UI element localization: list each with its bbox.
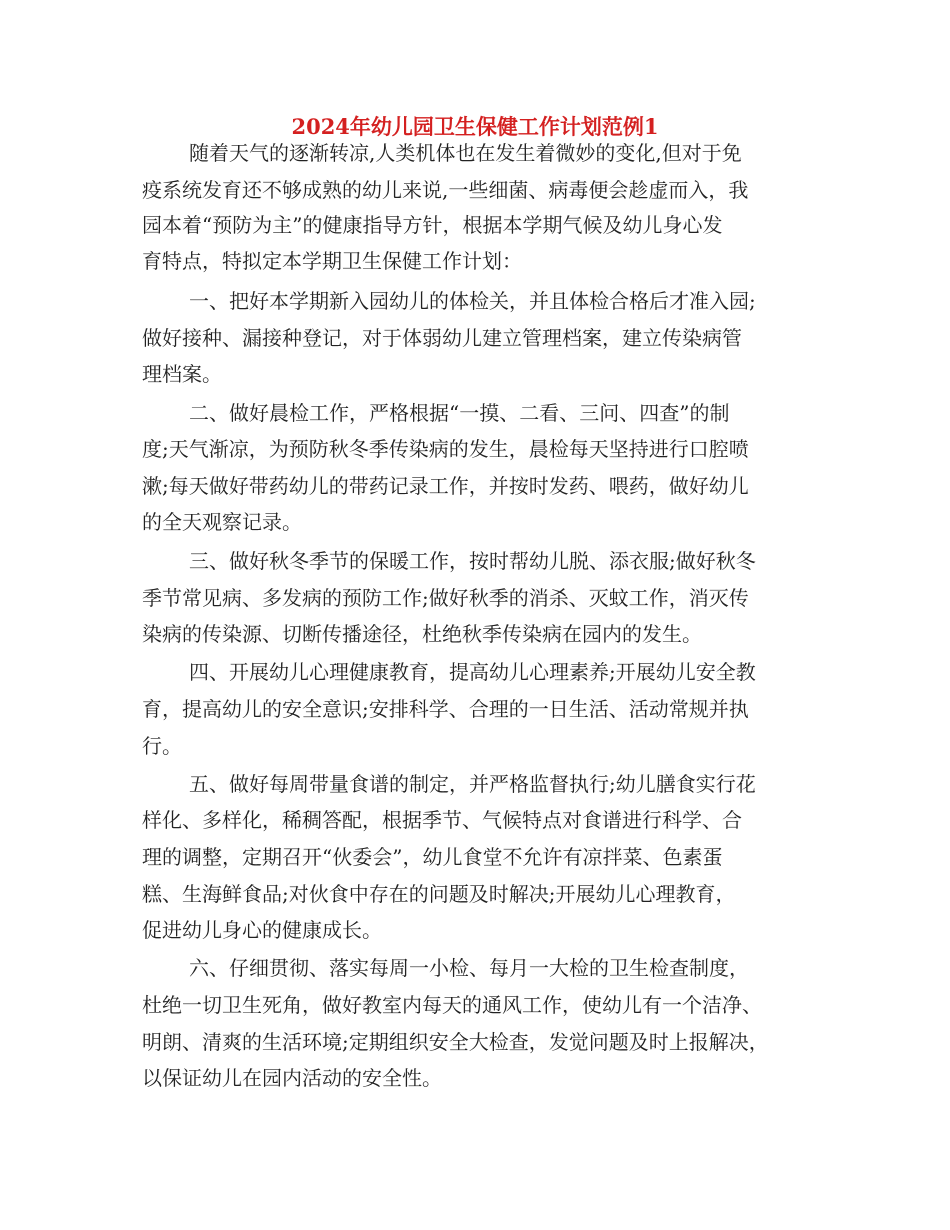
paragraph-line: 园本着“预防为主”的健康指导方针，根据本学期气候及幼儿身心发 [142, 213, 723, 237]
paragraph-line: 的全天观察记录。 [142, 510, 302, 534]
paragraph-line: 理档案。 [142, 362, 222, 386]
paragraph-line: 染病的传染源、切断传播途径，杜绝秋季传染病在园内的发生。 [142, 622, 702, 646]
document-title: 2024年幼儿园卫生保健工作计划范例1 [291, 114, 659, 139]
paragraph-line: 二、做好晨检工作，严格根据“一摸、二看、三问、四查”的制 [189, 401, 730, 425]
paragraph-line: 样化、多样化，稀稠答配，根据季节、气候特点对食谱进行科学、合 [142, 808, 742, 832]
paragraph-line: 育，提高幼儿的安全意识;安排科学、合理的一日生活、活动常规并执 [142, 697, 749, 721]
paragraph-line: 做好接种、漏接种登记，对于体弱幼儿建立管理档案，建立传染病管 [142, 326, 742, 350]
paragraph-line: 度;天气渐凉，为预防秋冬季传染病的发生，晨检每天坚持进行口腔喷 [142, 437, 749, 461]
paragraph-line: 五、做好每周带量食谱的制定，并严格监督执行;幼儿膳食实行花 [189, 772, 756, 796]
paragraph-line: 明朗、清爽的生活环境;定期组织安全大检查，发觉问题及时上报解决， [142, 1030, 769, 1054]
paragraph-line: 糕、生海鲜食品;对伙食中存在的问题及时解决;开展幼儿心理教育， [142, 882, 736, 906]
paragraph-line: 一、把好本学期新入园幼儿的体检关，并且体检合格后才准入园; [189, 289, 756, 313]
paragraph-line: 六、仔细贯彻、落实每周一小检、每月一大检的卫生检查制度， [189, 956, 749, 980]
paragraph-line: 疫系统发育还不够成熟的幼儿来说,一些细菌、病毒便会趁虚而入，我 [142, 178, 749, 202]
paragraph-line: 以保证幼儿在园内活动的安全性。 [142, 1066, 442, 1090]
paragraph-line: 漱;每天做好带药幼儿的带药记录工作，并按时发药、喂药，做好幼儿 [142, 474, 749, 498]
paragraph-line: 随着天气的逐渐转凉,人类机体也在发生着微妙的变化,但对于免 [189, 141, 742, 165]
paragraph-line: 行。 [142, 734, 182, 758]
paragraph-line: 季节常见病、多发病的预防工作;做好秋季的消杀、灭蚊工作，消灭传 [142, 586, 749, 610]
paragraph-line: 育特点，特拟定本学期卫生保健工作计划： [142, 249, 522, 273]
paragraph-line: 四、开展幼儿心理健康教育，提高幼儿心理素养;开展幼儿安全教 [189, 660, 756, 684]
paragraph-line: 理的调整，定期召开“伙委会”，幼儿食堂不允许有凉拌菜、色素蛋 [142, 845, 723, 869]
paragraph-line: 三、做好秋冬季节的保暖工作，按时帮幼儿脱、添衣服;做好秋冬 [189, 549, 756, 573]
paragraph-line: 促进幼儿身心的健康成长。 [142, 918, 382, 942]
paragraph-line: 杜绝一切卫生死角，做好教室内每天的通风工作，使幼儿有一个洁净、 [142, 993, 762, 1017]
